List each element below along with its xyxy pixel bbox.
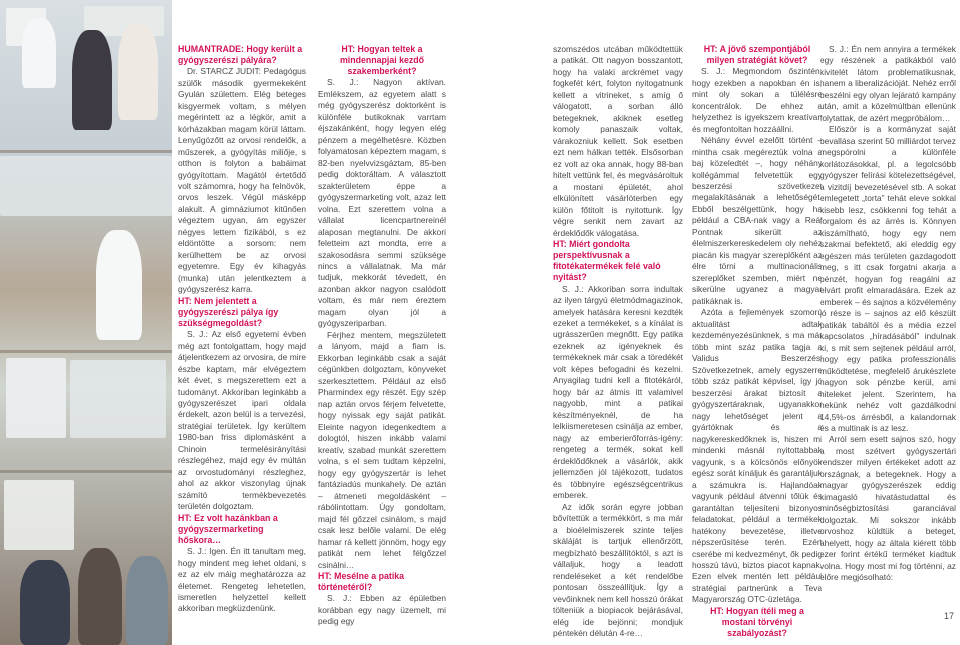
text-column-4	[692, 44, 822, 639]
paragraph: S. J.: Ebben az épületben korábban egy nagy üzemelt, mi pedig egy	[318, 593, 446, 627]
pharmacist-figure	[96, 230, 142, 340]
customer-figure	[72, 30, 112, 130]
customer-figure	[78, 548, 122, 645]
shelf-boxes	[6, 358, 66, 438]
paragraph: Először is a kormányzat saját bevallása szerint 50 milliárdot tervez megspórolni a különféle korlátozásokkal, pl. a legolcsóbb gyógyszer felírási kötelezettségével, a vizitdíj bevezetésével stb. A sokat emlegetett „torta” tehát eleve sokkal kisebb lesz, csökkenni fog tehát a forgalom és az árrés is. Könnyen kiszámítható, hogy egy nem szakmai befektető, aki eleddig egy egészen más területen gazdagodott meg, s itt csak forgatni akarja a pénzét, hogyan fog reagálni az elvárt profit elmaradására. Ezek az emberek – és sajnos a közvélemény jó része is – sajnos az elő készült patikák tabáltól és a média ezzel kapcsolatos „híradásából” indulnak ki, s mit sem sejtenek például arról, hogy egy patika professzionális működtetése, megfelelő árukészlete nagyon sok pénzbe kerül, ami hiteleket jelent. Szerintem, ha nekünk nehéz volt gazdálkodni 14,5%-os árrésből, a kalandornak és a multinak is az lesz.	[820, 124, 956, 433]
interview-question: HT: Ez volt hazánkban a gyógyszermarketing hőskora…	[178, 512, 278, 545]
interview-question: HT: Nem jelentett a gyógyszerészi pálya így szükségmegoldást?	[178, 295, 279, 328]
paragraph: szomszédos utcában működtettük a patikát. Ott nagyon bosszantott, hogy ha valaki arckrémet vagy fogkefét kért, folyton nyitogatnunk kellett a vitrineket, s amíg ő válogatott, a sorban álló betegeknek, akiknek esetleg komoly panaszaik voltak, várakozniuk kellett. Sok esetben ezt nem hálkan tették. Elsősorban ez volt az oka annak, hogy 88-ban hitelt vettünk fel, és megvásároltuk a mostani épületét, ahol elkülönített vásárlóterben egy külön főtitolt is nyitottunk. Így végre senkit nem zavart az érdeklődők válogatása.	[553, 44, 683, 238]
interview-question: HT: Miért gondolta perspektívusnak a fitotékatermékek felé való nyitást?	[553, 239, 661, 283]
paragraph: Az idők során egyre jobban bővítettük a termékkört, s ma már a bioélelmiszerek szinte teljes skáláját is tartjuk ellenőrzött, megbízható beszállítóktól, s azt is vállaljuk, hogy a leadott rendeléseket a két rendelőbe pontosan összeállítjuk. Így a vevőinknek nem kell hosszú órákat tölteniük a biopiacok bejárásával, elég ide bejönni; mondjuk péntekén délután 4-re…	[553, 501, 683, 639]
customer-figure	[20, 560, 70, 645]
text-column-2	[318, 44, 446, 628]
interview-question: HT: Hogyan teltek a mindennapjai kezdő szakemberként?	[339, 44, 425, 77]
text-column-3	[553, 44, 683, 640]
paragraph: S. J.: Igen. Én itt tanultam meg, hogy mindent meg lehet oldani, s ez az elv máig meghatározza az életemet. Rengeteg lehetetlen, ismeretlen helyzettel kellett akkoriban megküzdenünk.	[178, 546, 306, 614]
page-number: 17	[943, 611, 954, 621]
interview-question: HUMANTRADE: Hogy került a gyógyszerészi pályára?	[178, 44, 303, 66]
paragraph: S. J.: Akkoriban sorra indultak az ilyen tárgyú életmódmagazinok, amelyek hatására keresni kezdték ezeket a termékeket, s a kínálat is ugrásszerűen megnőtt. Egy patika ezeknek az igényeknek és termékeknek már csak a töredékét volt képes befogadni és kezelni. Anyagilag tudni kell a fitotékáról, hogy bár az átmis itt valamivel nagyobb, mint a patikai készítményeknél, de ha lelkiismeretesen csinálja az ember, nagy az emberierőforrás-igény: rengeteg a termék, sokat kell érdeklődőknek a vásárlók, akik jellemzően jól tájékozott, tudatos és többnyire egészségcentrikus emberek.	[553, 283, 683, 501]
shelf-boxes	[70, 360, 166, 438]
paragraph: S. J.: Én nem annyira a termékek egy részének a patikákból való kivitelét látom problematikusnak, hanem a liberalizációját. Nehéz erről beszélni egy olyan lejárató kampány után, amit a közelmúltban ellenünk folytattak, de azért megpróbálom…	[820, 44, 956, 123]
paragraph: S. J.: Az első egyetemi évben még azt fontolgattam, hogy majd átjelentkezem az orvosira, de mire észbe kaptam, már elvégeztem két évet, s megszerettem ezt a tudományt. Akkoriban leginkább a gyógyszerészet ipari oldala érdekelt, azon belül is a tervezési, stratégiai területek. Így kerültem 1980-ban friss diplomásként a Chinoin termelésirányítási részlegéhez, majd egy év múltán az orvostudományi részleghez, ahol az akkor viszonylag újnak számító termékbevezetés területén dolgoztam.	[178, 329, 306, 512]
shelf-line	[0, 150, 172, 153]
paragraph: Néhány évvel ezelőtt történt – mintha csak megéreztük volna a baj közeledtét –, hogy néhány kollégámmal felvetettük egy beszerzési szövetkezet megalakításának a lehetőségét. Ebből beszélgettünk, hogy ha például a CBA-nak vagy a Reál Pontnak sikerült az élelmiszerkereskedelem oly nehéz piacán kis magyar szereplőként az élre törni a multinacionális szereplőket szemben, miért ne sikerülne ugyanez a magyar patikáknak is.	[692, 135, 822, 306]
shelf-boxes	[4, 480, 74, 550]
text-column-5	[820, 44, 956, 584]
paragraph: S. J.: Nagyon aktívan. Emlékszem, az egyetem alatt s még gyógyszerész doktorként is különféle butikoknak varrtam éjszakánként, hogy legyen elég pénzem a megélhetésre. Közben folyamatosan képeztem magam, s 82-ben nyelvvizsgáztam, 85-ben pedig doktoráltam. A választott szakterületem éppe a gyógyszermarketing volt, azaz lett volna. Ezt szerettem volna a vállalat licencpartnereinél alaposan megtanulni. De akkori feletteim azt mondta, erre a szakosodásra semmi szüksége nincs a vállalatnak. Ma már tudjuk, mekkorát tévedett, én azonban akkor nagyon csalódott voltam, és már nem éreztem magam olyan jól a gyógyszeriparban.	[318, 77, 446, 329]
paragraph: Arról sem esett sajnos szó, hogy a most szétvert gyógyszertári rendszer milyen értékeket adott az országnak, a betegeknek. Hogy a magyar gyógyszerészek eddig kimagasló hivatástudattal és minőségbiztosítási garanciával dolgoztak. Mi sokszor inkább orvoshoz küldtük a beteget, ahelyett, hogy az általa kiérett több ezer forint értékű terméket kiadtuk volna. Hogy most mi fog történni, az előre megjósolható:	[820, 434, 956, 583]
pharmacist-figure	[22, 18, 56, 88]
text-column-1	[178, 44, 306, 615]
paragraph: Dr. STARCZ JUDIT: Pedagógus szülők második gyermekeként Gyulán születtem. Elég beteges kisgyermek voltam, s mélyen megérintett az a légkör, amit a kórházakban magam körül láttam. Lenyűgözőtt az orvosi rendelők, a műszerek, a gyógyítás miliője, s otthon is folyton a babáimat gyógyítottam. Magától értetődő volt számomra, hogy ha felnövök, orvos leszek. Végül másképp alakult. A gimnáziumot kitűnően végeztem ugyan, ám egyszer négyes lettem fizikából, s ez eldöntötte a sorsom: nem kerülhettem be az orvosi egyetemre. Egy év kihagyás (munka) után jelentkeztem a gyógyszerész karra.	[178, 66, 306, 295]
interview-question: HT: Hogyan ítéli meg a mostani törvényi szabályozást?	[710, 605, 804, 639]
customer-figure	[126, 556, 168, 645]
shelf-boxes	[0, 156, 172, 216]
interview-question: HT: Mesélne a patika történetéről?	[318, 571, 405, 593]
pharmacist-figure	[118, 24, 158, 120]
pharmacy-photo	[0, 0, 172, 645]
interview-question: HT: A jövő szempontjából milyen stratégiát követ?	[703, 44, 811, 66]
paragraph: Férjhez mentem, megszületett a lányom, majd a fiam is. Ekkorban leginkább csak a saját cégünkben dolgoztam, könyveket szerkesztettem. Például az első Pharmindex egy részét. Egy szép nap aztán orvos férjem felvetette, hogy nyissak egy saját patikát. Eleinte nagyon idegenkedtem a dologtól, hiszen inkább valami kreatív, szabad munkát szerettem volna, s el sem tudtam képzelni, hogy egy gyógyszertár is lehet fantáziadús munkahely. De aztán – átmeneti megoldásként – rábólintottam. Úgy gondoltam, majd fél gőzzel csinálom, s majd csak lesz belőle valami. De elég hamar rá kellett jönnöm, hogy egy patikát nem lehet félgőzzel csinálni…	[318, 329, 446, 570]
shelf-line	[0, 470, 172, 473]
shelf-line	[0, 350, 172, 353]
paragraph: Azóta a fejlemények szomorú aktualitást adtak kezdeményezésünknek, s ma már több mint száz patika tagja a Validus Beszerzési Szövetkezetnek, amely egyszerre több száz patikát képvisel, így jó beszerzési árakat biztosít a gyógyszertáraknak, ugyanakkor nagy lehetőséget jelent a gyártóknak és a nagykereskedőknek is, hiszen mi mindenki másnál nyitottabbak vagyunk, s a kölcsönös előnyök egész sorát kínáljuk és garantáljuk a számukra is. Hajlandóak vagyunk például átvenni tőlük és garantáltan teljesíteni bizonyos feladatokat, például a termékek hatékony bevezetése, illetve népszerűsítése terén. Ezért cserébe mi kedvezményt, ők pedig hosszú távú, biztos piacot kapnak. Ezen elvek mentén lett például stratégiai partnerünk a Teva Magyarország OTC-üzletága.	[692, 307, 822, 605]
paragraph: S. J.: Megmondom őszintén, hogy ezekben a napokban én is, mint oly sokan a túlélésre koncentrálok. De ehhez a helyzethez is igyekszem kreatívan és megfontoltan hozzáállni.	[692, 66, 822, 134]
